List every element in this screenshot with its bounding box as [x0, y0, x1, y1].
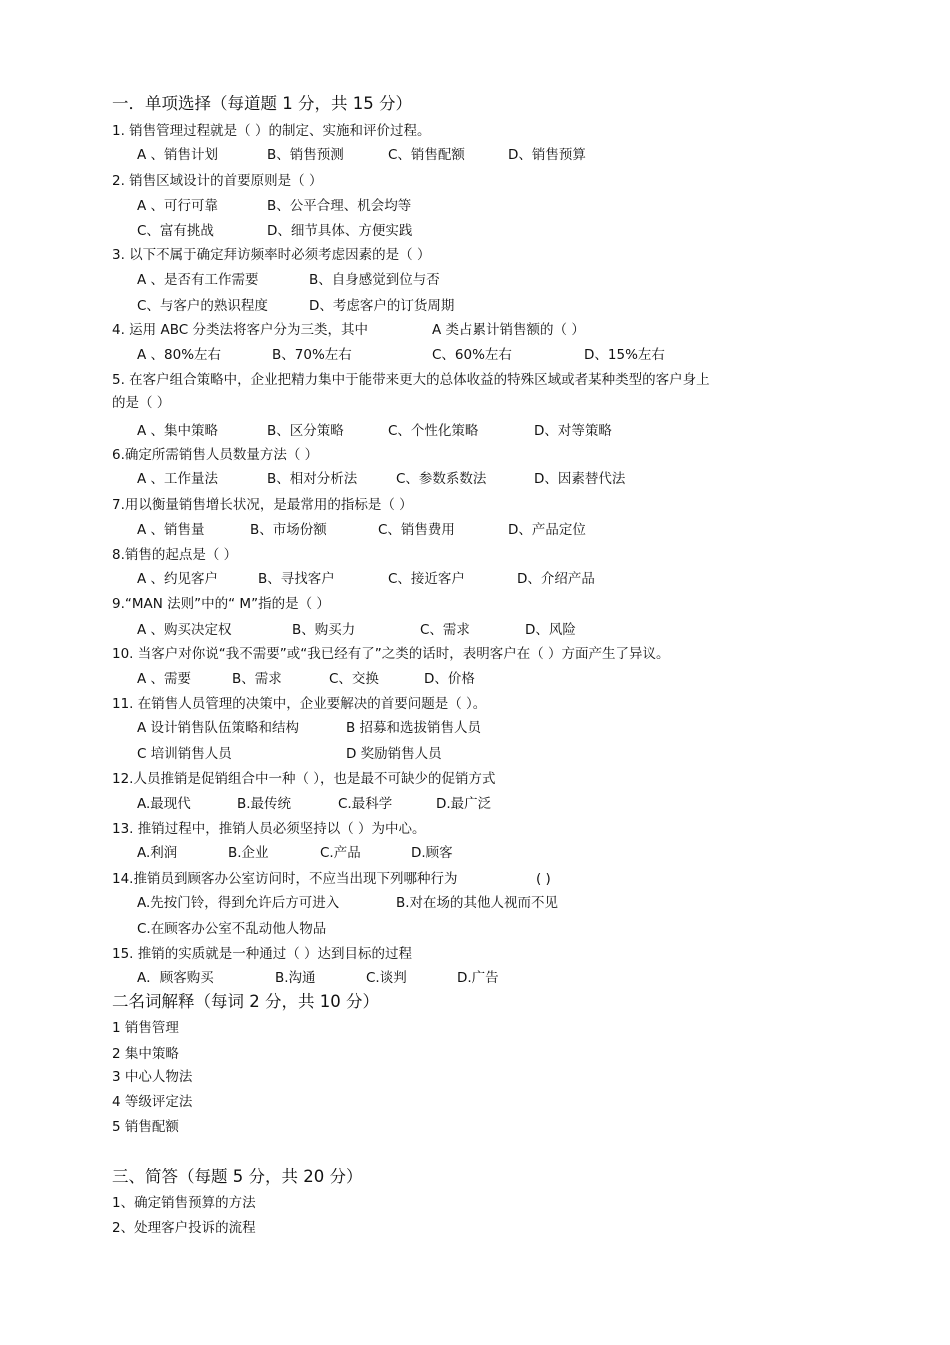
- section-heading: [0, 989, 950, 1015]
- option-text: B、购买力: [292, 622, 356, 638]
- line-text: 6.确定所需销售人员数量方法（ ）: [112, 447, 319, 463]
- option-text: C、参数系数法: [396, 471, 487, 487]
- option-text: C、与客户的熟识程度: [137, 298, 268, 314]
- option-text: A．顾客购买: [137, 970, 214, 986]
- line-text: 5. 在客户组合策略中，企业把精力集中于能带来更大的总体收益的特殊区域或者某种类型的客户身上: [112, 372, 710, 388]
- option-text: C.谈判: [366, 970, 407, 986]
- option-text: A.先按门铃，得到允许后方可进入: [137, 895, 340, 911]
- line-text: 三、简答（每题 5 分，共 20 分）: [112, 1167, 363, 1186]
- option-text: A.利润: [137, 845, 178, 861]
- options-line: [0, 840, 950, 866]
- line-text: ( ): [536, 871, 551, 887]
- option-text: B 招募和选拔销售人员: [346, 720, 482, 736]
- option-text: C、个性化策略: [388, 423, 479, 439]
- question-line: [0, 1190, 950, 1216]
- option-text: C.最科学: [338, 796, 393, 812]
- option-text: A 、集中策略: [137, 423, 219, 439]
- option-text: A.最现代: [137, 796, 191, 812]
- option-text: B、相对分析法: [267, 471, 358, 487]
- option-text: A 设计销售队伍策略和结构: [137, 720, 300, 736]
- question-line: [0, 1215, 950, 1241]
- option-text: B、区分策略: [267, 423, 344, 439]
- options-line: [0, 617, 950, 643]
- options-line: [0, 890, 950, 916]
- option-text: C、销售费用: [378, 522, 455, 538]
- line-text: 11. 在销售人员管理的决策中，企业要解决的首要问题是（ ）。: [112, 696, 487, 712]
- line-text: 一．单项选择（每道题 1 分，共 15 分）: [112, 94, 412, 113]
- line-text: 1、确定销售预算的方法: [112, 1195, 256, 1211]
- options-line: [0, 517, 950, 543]
- question-line: [0, 168, 950, 194]
- line-text: 12.人员推销是促销组合中一种（ ），也是最不可缺少的促销方式: [112, 771, 496, 787]
- option-text: D、对等策略: [534, 423, 612, 439]
- options-line: [0, 218, 950, 244]
- line-text: 15. 推销的实质就是一种通过（ ）达到目标的过程: [112, 946, 413, 962]
- line-text: 二名词解释（每词 2 分，共 10 分）: [112, 992, 379, 1011]
- option-text: A 、可行可靠: [137, 198, 219, 214]
- option-text: B、需求: [232, 671, 282, 687]
- question-line: [0, 390, 950, 416]
- options-line: [0, 666, 950, 692]
- option-text: C、富有挑战: [137, 223, 214, 239]
- option-text: C 培训销售人员: [137, 746, 232, 762]
- options-line: [0, 142, 950, 168]
- line-text: 5 销售配额: [112, 1119, 179, 1135]
- option-text: D、15%左右: [584, 347, 665, 363]
- question-line: [0, 317, 950, 343]
- option-text: D、细节具体、方便实践: [267, 223, 413, 239]
- options-line: [0, 965, 950, 991]
- question-line: [0, 1114, 950, 1140]
- option-text: D.顾客: [411, 845, 453, 861]
- options-line: [0, 916, 950, 942]
- option-text: C、需求: [420, 622, 470, 638]
- question-line: [0, 941, 950, 967]
- line-text: 3 中心人物法: [112, 1069, 193, 1085]
- option-text: D、销售预算: [508, 147, 586, 163]
- line-text: 4. 运用 ABC 分类法将客户分为三类，其中: [112, 322, 368, 338]
- options-line: [0, 293, 950, 319]
- option-text: B.对在场的其他人视而不见: [396, 895, 559, 911]
- question-line: [0, 492, 950, 518]
- options-line: [0, 466, 950, 492]
- option-text: D 奖励销售人员: [346, 746, 442, 762]
- options-line: [0, 715, 950, 741]
- option-text: B、寻找客户: [258, 571, 335, 587]
- option-text: A 、约见客户: [137, 571, 219, 587]
- question-line: [0, 641, 950, 667]
- line-text: A 类占累计销售额的（ ）: [432, 322, 585, 338]
- line-text: 2. 销售区域设计的首要原则是（ ）: [112, 173, 323, 189]
- question-line: [0, 542, 950, 568]
- line-text: 1. 销售管理过程就是（ ）的制定、实施和评价过程。: [112, 123, 431, 139]
- option-text: C、60%左右: [432, 347, 512, 363]
- option-text: A 、是否有工作需要: [137, 272, 259, 288]
- section-heading: [0, 91, 950, 117]
- option-text: C、接近客户: [388, 571, 465, 587]
- option-text: A 、购买决定权: [137, 622, 232, 638]
- option-text: A 、工作量法: [137, 471, 219, 487]
- option-text: D.最广泛: [436, 796, 492, 812]
- options-line: [0, 193, 950, 219]
- question-line: [0, 118, 950, 144]
- options-line: [0, 566, 950, 592]
- option-text: B.最传统: [237, 796, 292, 812]
- option-text: C、交换: [329, 671, 379, 687]
- line-text: 2、处理客户投诉的流程: [112, 1220, 256, 1236]
- option-text: B、市场份额: [250, 522, 327, 538]
- question-line: [0, 816, 950, 842]
- options-line: [0, 267, 950, 293]
- option-text: D、产品定位: [508, 522, 586, 538]
- option-text: D、价格: [424, 671, 475, 687]
- option-text: B.企业: [228, 845, 269, 861]
- options-line: [0, 342, 950, 368]
- option-text: D、因素替代法: [534, 471, 626, 487]
- question-line: [0, 442, 950, 468]
- option-text: B、公平合理、机会均等: [267, 198, 412, 214]
- line-text: 3. 以下不属于确定拜访频率时必须考虑因素的是（ ）: [112, 247, 431, 263]
- option-text: B、销售预测: [267, 147, 344, 163]
- line-text: 8.销售的起点是（ ）: [112, 547, 238, 563]
- option-text: D、介绍产品: [517, 571, 595, 587]
- line-text: 14.推销员到顾客办公室访问时，不应当出现下列哪种行为: [112, 871, 458, 887]
- line-text: 7.用以衡量销售增长状况，是最常用的指标是（ ）: [112, 497, 413, 513]
- option-text: B.沟通: [275, 970, 316, 986]
- line-text: 9.“MAN 法则”中的“ M”指的是（ ）: [112, 596, 330, 612]
- line-text: 2 集中策略: [112, 1046, 179, 1062]
- line-text: 10. 当客户对你说“我不需要”或“我已经有了”之类的话时，表明客户在（ ）方面产生了异议。: [112, 646, 670, 662]
- options-line: [0, 418, 950, 444]
- line-text: 13. 推销过程中，推销人员必须坚持以（ ）为中心。: [112, 821, 426, 837]
- option-text: A 、销售计划: [137, 147, 219, 163]
- line-text: 1 销售管理: [112, 1020, 179, 1036]
- question-line: [0, 1089, 950, 1115]
- option-text: B、70%左右: [272, 347, 352, 363]
- option-text: D、风险: [525, 622, 576, 638]
- line-text: 的是（ ）: [112, 395, 171, 411]
- options-line: [0, 741, 950, 767]
- question-line: [0, 591, 950, 617]
- option-text: A 、需要: [137, 671, 192, 687]
- question-line: [0, 1015, 950, 1041]
- option-text: D.广告: [457, 970, 499, 986]
- option-text: A 、80%左右: [137, 347, 222, 363]
- question-line: [0, 766, 950, 792]
- line-text: 4 等级评定法: [112, 1094, 193, 1110]
- option-text: C、销售配额: [388, 147, 465, 163]
- question-line: [0, 1064, 950, 1090]
- option-text: B、自身感觉到位与否: [309, 272, 440, 288]
- question-line: [0, 866, 950, 892]
- option-text: C.在顾客办公室不乱动他人物品: [137, 921, 327, 937]
- question-line: [0, 242, 950, 268]
- option-text: C.产品: [320, 845, 361, 861]
- option-text: D、考虑客户的订货周期: [309, 298, 455, 314]
- question-line: [0, 691, 950, 717]
- section-heading: [0, 1164, 950, 1190]
- option-text: A 、销售量: [137, 522, 205, 538]
- options-line: [0, 791, 950, 817]
